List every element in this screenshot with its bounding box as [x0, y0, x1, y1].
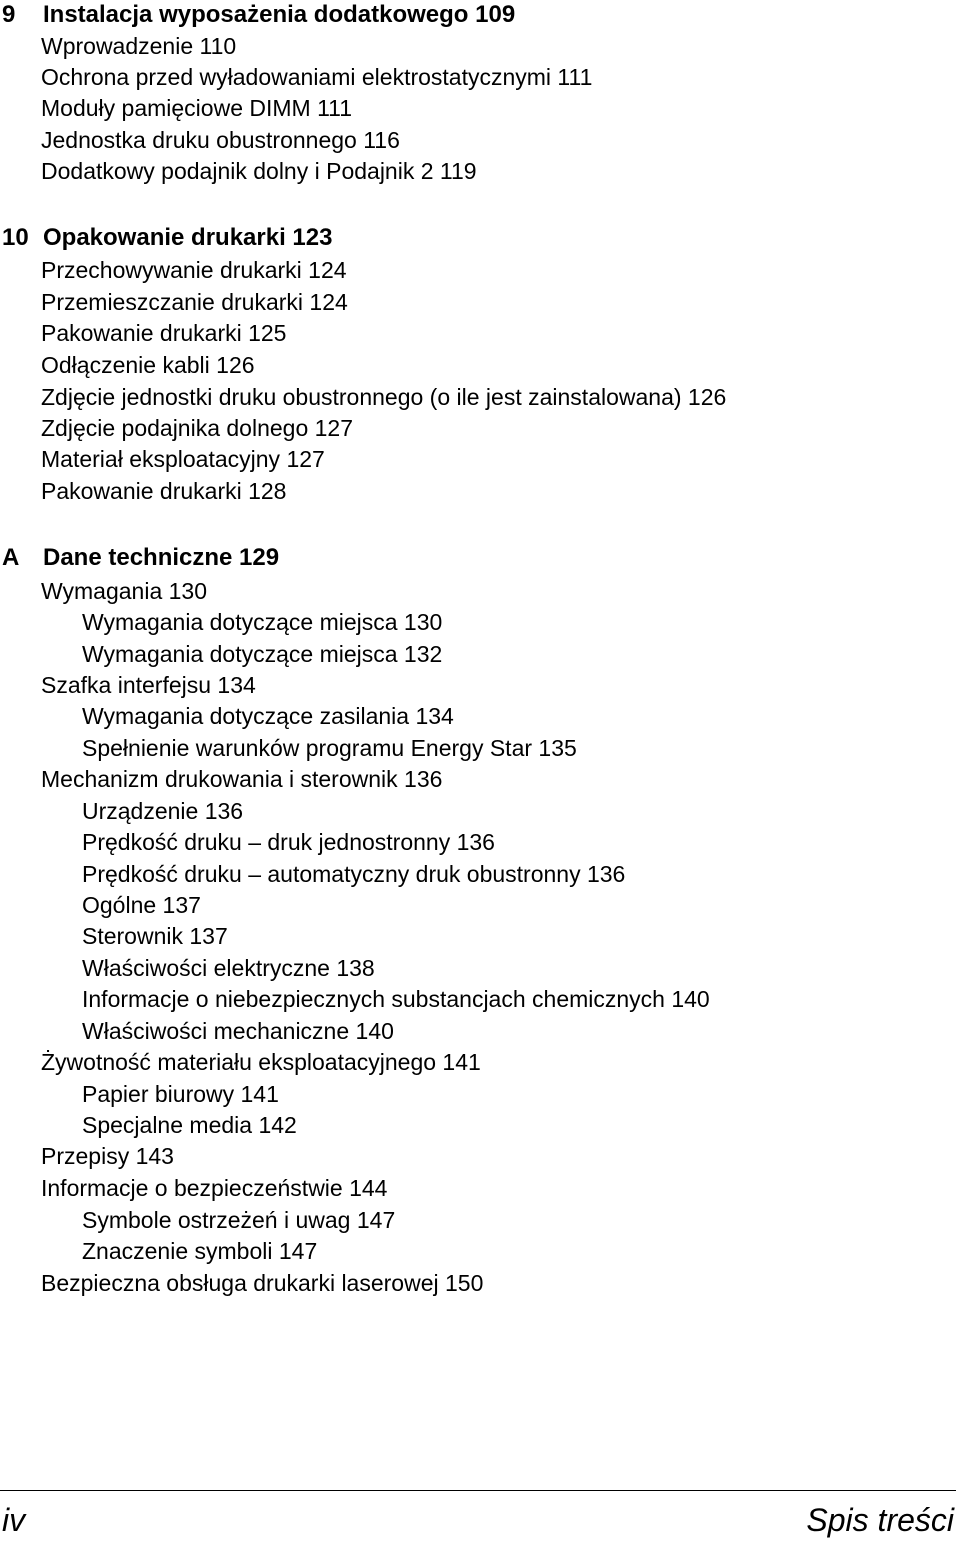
toc-entry[interactable]: Zdjęcie podajnika dolnego 127 — [41, 415, 354, 441]
toc-entry[interactable]: Mechanizm drukowania i sterownik 136 — [41, 766, 443, 792]
chapter-heading[interactable] — [2, 0, 515, 30]
toc-subentry[interactable]: Symbole ostrzeżeń i uwag 147 — [82, 1207, 396, 1233]
footer-divider — [0, 1490, 956, 1491]
toc-entry[interactable]: Pakowanie drukarki 128 — [41, 478, 287, 504]
toc-entry[interactable]: Wprowadzenie 110 — [41, 33, 237, 59]
toc-subentry[interactable]: Wymagania dotyczące miejsca 132 — [82, 641, 443, 667]
toc-entry[interactable]: Ochrona przed wyładowaniami elektrostatycznymi 111 — [41, 64, 593, 90]
toc-entry[interactable]: Wymagania 130 — [41, 578, 207, 604]
toc-subentry[interactable]: Wymagania dotyczące zasilania 134 — [82, 703, 454, 729]
toc-subentry[interactable]: Urządzenie 136 — [82, 798, 244, 824]
toc-entry[interactable]: Przepisy 143 — [41, 1143, 174, 1169]
toc-subentry[interactable]: Wymagania dotyczące miejsca 130 — [82, 609, 443, 635]
section-title: Spis treści — [806, 1502, 954, 1538]
toc-entry[interactable]: Jednostka druku obustronnego 116 — [41, 127, 400, 153]
toc-entry[interactable]: Informacje o bezpieczeństwie 144 — [41, 1175, 388, 1201]
page-number: iv — [2, 1502, 26, 1538]
toc-entry[interactable]: Szafka interfejsu 134 — [41, 672, 256, 698]
toc-entry[interactable]: Zdjęcie jednostki druku obustronnego (o ile jest zainstalowana) 126 — [41, 384, 727, 410]
toc-subentry[interactable]: Znaczenie symboli 147 — [82, 1238, 318, 1264]
toc-subentry[interactable]: Prędkość druku – druk jednostronny 136 — [82, 829, 495, 855]
chapter-title: Opakowanie drukarki 123 — [43, 224, 333, 251]
toc-subentry[interactable]: Prędkość druku – automatyczny druk obustronny 136 — [82, 861, 626, 887]
toc-entry[interactable]: Przemieszczanie drukarki 124 — [41, 289, 348, 315]
toc-subentry[interactable]: Właściwości mechaniczne 140 — [82, 1018, 394, 1044]
toc-entry[interactable]: Żywotność materiału eksploatacyjnego 141 — [41, 1049, 481, 1075]
toc-subentry[interactable]: Specjalne media 142 — [82, 1112, 297, 1138]
toc-entry[interactable]: Materiał eksploatacyjny 127 — [41, 446, 325, 472]
toc-subentry[interactable]: Informacje o niebezpiecznych substancjach chemicznych 140 — [82, 986, 710, 1012]
toc-entry[interactable]: Przechowywanie drukarki 124 — [41, 257, 347, 283]
chapter-heading[interactable] — [2, 543, 279, 573]
chapter-title: Dane techniczne 129 — [43, 544, 280, 571]
toc-subentry[interactable]: Spełnienie warunków programu Energy Star 135 — [82, 735, 577, 761]
toc-subentry[interactable]: Właściwości elektryczne 138 — [82, 955, 375, 981]
toc-entry[interactable]: Odłączenie kabli 126 — [41, 352, 255, 378]
chapter-title: Instalacja wyposażenia dodatkowego 109 — [43, 1, 516, 28]
toc-subentry[interactable]: Ogólne 137 — [82, 892, 201, 918]
chapter-number: 9 — [2, 1, 16, 28]
toc-subentry[interactable]: Sterownik 137 — [82, 923, 228, 949]
chapter-number: 10 — [2, 224, 29, 251]
toc-entry[interactable]: Pakowanie drukarki 125 — [41, 320, 287, 346]
toc-entry[interactable]: Bezpieczna obsługa drukarki laserowej 150 — [41, 1270, 484, 1296]
toc-entry[interactable]: Dodatkowy podajnik dolny i Podajnik 2 119 — [41, 158, 477, 184]
chapter-number: A — [2, 544, 20, 571]
chapter-heading[interactable] — [2, 223, 332, 253]
toc-subentry[interactable]: Papier biurowy 141 — [82, 1081, 279, 1107]
toc-entry[interactable]: Moduły pamięciowe DIMM 111 — [41, 95, 353, 121]
